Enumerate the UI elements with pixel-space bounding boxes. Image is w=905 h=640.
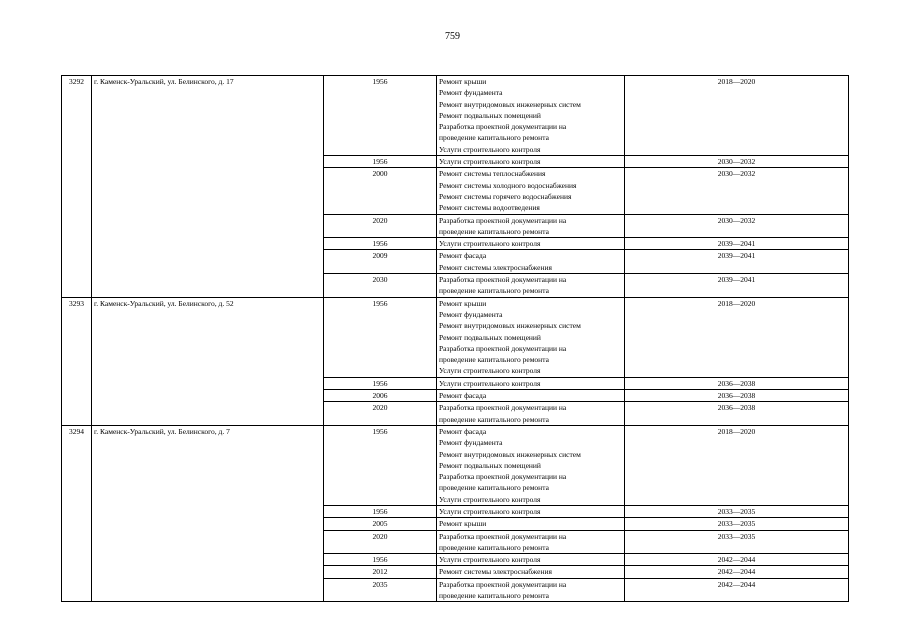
- work-type-line: проведение капитального ремонта: [439, 226, 549, 236]
- building-address-cell: г. Каменск-Уральский, ул. Белинского, д. 7: [92, 425, 324, 601]
- work-types-cell: [437, 238, 625, 250]
- work-type-line: проведение капитального ремонта: [439, 542, 549, 552]
- work-type-line: Ремонт фундамента: [439, 309, 503, 319]
- work-type-line: Ремонт фундамента: [439, 438, 503, 448]
- work-type-line: Услуги строительного контроля: [439, 378, 541, 388]
- work-type-line: Услуги строительного контроля: [439, 555, 541, 565]
- work-type-line: Разработка проектной документации на: [439, 472, 567, 482]
- work-type-line: Ремонт системы электроснабжения: [439, 567, 552, 577]
- work-type-line: Ремонт внутридомовых инженерных систем: [439, 449, 581, 459]
- period-cell: 2030—2032: [625, 168, 849, 214]
- work-types-cell: [437, 505, 625, 517]
- work-type-line: Разработка проектной документации на: [439, 122, 567, 132]
- work-type-line: Ремонт крыши: [439, 77, 487, 86]
- work-type-line: Услуги строительного контроля: [439, 157, 541, 167]
- repair-schedule-table: [61, 75, 849, 602]
- work-type-line: Услуги строительного контроля: [439, 494, 541, 504]
- work-type-line: Услуги строительного контроля: [439, 506, 541, 516]
- work-type-line: Ремонт крыши: [439, 519, 487, 529]
- year-cell: 1956: [324, 76, 437, 156]
- page-number: 759: [445, 31, 460, 42]
- work-types-cell: [437, 402, 625, 426]
- work-type-line: Ремонт внутридомовых инженерных систем: [439, 321, 581, 331]
- work-types-cell: [437, 578, 625, 602]
- work-type-line: проведение капитального ремонта: [439, 414, 549, 424]
- year-cell: 1956: [324, 505, 437, 517]
- work-type-line: Ремонт системы холодного водоснабжения: [439, 180, 577, 190]
- work-types-cell: [437, 518, 625, 530]
- year-cell: 2012: [324, 566, 437, 578]
- period-cell: 2030—2032: [625, 156, 849, 168]
- work-types-cell: [437, 156, 625, 168]
- work-types-cell: [437, 377, 625, 389]
- year-cell: 2020: [324, 530, 437, 554]
- work-type-line: проведение капитального ремонта: [439, 483, 549, 493]
- work-type-line: Ремонт системы электроснабжения: [439, 262, 552, 272]
- year-cell: 1956: [324, 297, 437, 377]
- period-cell: 2033—2035: [625, 530, 849, 554]
- year-cell: 2006: [324, 390, 437, 402]
- year-cell: 1956: [324, 425, 437, 505]
- period-cell: 2033—2035: [625, 518, 849, 530]
- work-type-line: Ремонт системы горячего водоснабжения: [439, 191, 572, 201]
- work-type-line: Услуги строительного контроля: [439, 366, 541, 376]
- work-type-line: Разработка проектной документации на: [439, 275, 567, 285]
- work-types-cell: [437, 250, 625, 274]
- year-cell: 2000: [324, 168, 437, 214]
- building-address-cell: г. Каменск-Уральский, ул. Белинского, д. 17: [92, 76, 324, 298]
- table-row: [62, 425, 849, 505]
- work-types-cell: [437, 168, 625, 214]
- work-types-cell: [437, 76, 625, 156]
- work-types-cell: [437, 530, 625, 554]
- period-cell: 2018—2020: [625, 297, 849, 377]
- period-cell: 2030—2032: [625, 214, 849, 238]
- year-cell: 2020: [324, 214, 437, 238]
- work-types-cell: [437, 425, 625, 505]
- year-cell: 2030: [324, 274, 437, 298]
- building-address-cell: г. Каменск-Уральский, ул. Белинского, д. 52: [92, 297, 324, 425]
- work-type-line: Ремонт внутридомовых инженерных систем: [439, 99, 581, 109]
- work-types-cell: [437, 214, 625, 238]
- work-type-line: Разработка проектной документации на: [439, 215, 567, 225]
- period-cell: 2039—2041: [625, 238, 849, 250]
- table-row: [62, 297, 849, 377]
- work-type-line: Разработка проектной документации на: [439, 579, 567, 589]
- year-cell: 2020: [324, 402, 437, 426]
- work-type-line: Ремонт крыши: [439, 298, 487, 308]
- building-number-cell: 3292: [62, 76, 92, 298]
- work-type-line: проведение капитального ремонта: [439, 591, 549, 601]
- period-cell: 2036—2038: [625, 390, 849, 402]
- work-type-line: Ремонт системы водоотведения: [439, 203, 540, 213]
- building-number-cell: 3294: [62, 425, 92, 601]
- period-cell: 2033—2035: [625, 505, 849, 517]
- work-type-line: Ремонт фасада: [439, 426, 487, 436]
- work-type-line: Ремонт фундамента: [439, 88, 503, 98]
- period-cell: 2036—2038: [625, 402, 849, 426]
- period-cell: 2042—2044: [625, 554, 849, 566]
- work-type-line: Ремонт системы теплоснабжения: [439, 169, 546, 179]
- work-type-line: Разработка проектной документации на: [439, 403, 567, 413]
- year-cell: 2035: [324, 578, 437, 602]
- work-type-line: Услуги строительного контроля: [439, 239, 541, 249]
- work-types-cell: [437, 297, 625, 377]
- building-number-cell: 3293: [62, 297, 92, 425]
- work-types-cell: [437, 274, 625, 298]
- table-row: [62, 76, 849, 156]
- work-type-line: проведение капитального ремонта: [439, 133, 549, 143]
- period-cell: 2039—2041: [625, 250, 849, 274]
- period-cell: 2018—2020: [625, 76, 849, 156]
- year-cell: 2005: [324, 518, 437, 530]
- year-cell: 1956: [324, 377, 437, 389]
- period-cell: 2042—2044: [625, 566, 849, 578]
- year-cell: 1956: [324, 156, 437, 168]
- work-type-line: Разработка проектной документации на: [439, 343, 567, 353]
- work-type-line: Услуги строительного контроля: [439, 144, 541, 154]
- period-cell: 2039—2041: [625, 274, 849, 298]
- period-cell: 2018—2020: [625, 425, 849, 505]
- work-type-line: Ремонт подвальных помещений: [439, 110, 541, 120]
- work-type-line: Ремонт фасада: [439, 391, 487, 401]
- period-cell: 2036—2038: [625, 377, 849, 389]
- year-cell: 1956: [324, 238, 437, 250]
- year-cell: 2009: [324, 250, 437, 274]
- work-type-line: Ремонт подвальных помещений: [439, 332, 541, 342]
- period-cell: 2042—2044: [625, 578, 849, 602]
- work-type-line: проведение капитального ремонта: [439, 355, 549, 365]
- work-type-line: Разработка проектной документации на: [439, 531, 567, 541]
- work-type-line: Ремонт подвальных помещений: [439, 460, 541, 470]
- work-types-cell: [437, 390, 625, 402]
- repair-schedule-body: [62, 76, 849, 602]
- work-type-line: проведение капитального ремонта: [439, 286, 549, 296]
- year-cell: 1956: [324, 554, 437, 566]
- work-types-cell: [437, 566, 625, 578]
- work-type-line: Ремонт фасада: [439, 251, 487, 261]
- work-types-cell: [437, 554, 625, 566]
